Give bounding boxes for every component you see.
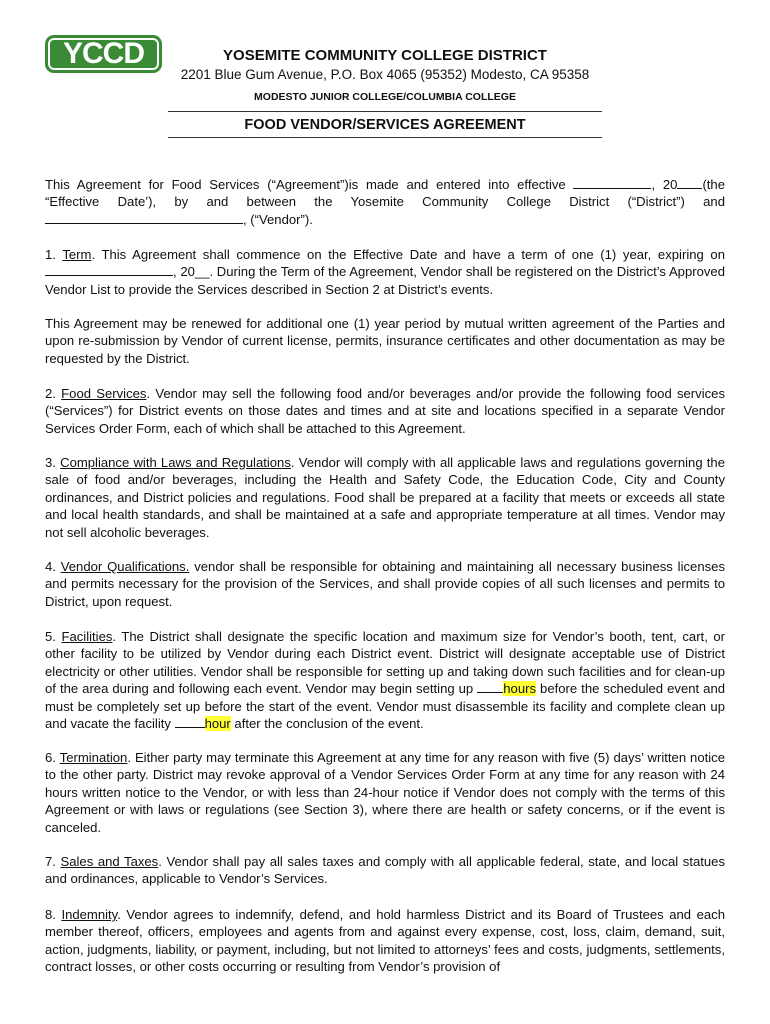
- effective-year-field[interactable]: [677, 177, 702, 189]
- section-indemnity: 8. Indemnity. Vendor agrees to indemnify, defend, and hold harmless District and its Board of Trustees and each member thereof, officers, employees and agents from and against every expense, cost, loss, claim, demand, suit, action, judgments, liability, or payment, including, but not limited to attorneys’ fees and costs, judgments, settlements, contract losses, or other costs occurring or resulting from Vendor’s provision of: [45, 907, 726, 975]
- section-vendor-qualifications: 4. Vendor Qualifications. vendor shall be responsible for obtaining and maintaining all necessary business licenses and permits necessary for the provision of the Services, and shall provide copies of all such licenses and permits to District, upon request.: [45, 559, 725, 609]
- section-termination: 6. Termination. Either party may terminate this Agreement at any time for any reason with five (5) days’ written notice to the other party. District may revoke approval of a Vendor Services Order Form at any time for any reason with 24 hours written notice to the Vendor, or with less than 24-hour notice if Vendor does not comply with the terms of this Agreement or with laws or regulations (see Section 3), where there are health or safety concerns, or if the event is canceled.: [45, 750, 725, 835]
- renewal-paragraph: This Agreement may be renewed for additional one (1) year period by mutual written agreement of the Parties and upon re-submission by Vendor of current license, permits, insurance certificates and other documentation as may be requested by the District.: [45, 316, 725, 366]
- vendor-name-field[interactable]: [45, 212, 243, 224]
- intro-paragraph: This Agreement for Food Services (“Agreement”)is made and entered into effective , 20 (the “Effective Date’), by and between the Yosemite Community College District (“District”) and , (“Vendor”).: [45, 177, 725, 227]
- section-food-services: 2. Food Services. Vendor may sell the following food and/or beverages and/or provide the following food services (“Services”) for District events on those dates and times and at site and locations specified in a separate Vendor Services Order Form, each of which shall be attached to this Agreement.: [45, 386, 725, 436]
- section-term: 1. Term. This Agreement shall commence on the Effective Date and have a term of one (1) year, expiring on , 20__. During the Term of the Agreement, Vendor shall be registered on the District’s Approved Vendor List to provide the Services described in Section 2 at District’s events.: [45, 247, 725, 297]
- hour-highlight: hour: [204, 716, 231, 732]
- effective-date-field[interactable]: [573, 177, 651, 189]
- header-rule-top: [168, 111, 602, 112]
- yccd-logo: [45, 35, 162, 73]
- compliance-heading: Compliance with Laws and Regulations: [60, 455, 291, 470]
- term-heading: Term: [62, 247, 92, 262]
- expiration-date-field[interactable]: [45, 264, 173, 276]
- section-compliance: 3. Compliance with Laws and Regulations. Vendor will comply with all applicable laws and regulations governing the sale of food and/or beverages, including the Health and Safety Code, the Education Code, City and County ordinances, and District policies and regulations. Food shall be prepared at a facility that meets or exceeds all state and local health standards, and shall be maintained at a safe and appropriate temperature at all times. Vendor may not sell alcoholic beverages.: [45, 455, 725, 540]
- food-services-heading: Food Services: [61, 386, 147, 401]
- indemnity-heading: Indemnity: [61, 907, 118, 922]
- district-address: 2201 Blue Gum Avenue, P.O. Box 4065 (95352) Modesto, CA 95358: [180, 67, 590, 82]
- setup-hours-field[interactable]: [477, 681, 503, 693]
- facilities-heading: Facilities: [61, 629, 113, 644]
- qualifications-heading: Vendor Qualifications.: [60, 559, 190, 574]
- district-name: YOSEMITE COMMUNITY COLLEGE DISTRICT: [223, 47, 547, 64]
- termination-heading: Termination: [59, 750, 128, 765]
- vacate-hour-field[interactable]: [175, 716, 205, 728]
- college-names: MODESTO JUNIOR COLLEGE/COLUMBIA COLLEGE: [254, 91, 516, 103]
- hours-highlight: hours: [503, 681, 537, 697]
- section-sales-taxes: 7. Sales and Taxes. Vendor shall pay all sales taxes and comply with all applicable federal, state, and local statues and ordinances, applicable to Vendor’s Services.: [45, 854, 725, 887]
- header-rule-bottom: [168, 137, 602, 138]
- logo-text: YCCD: [62, 37, 144, 70]
- section-facilities: 5. Facilities. The District shall designate the specific location and maximum size for Vendor’s booth, tent, cart, or other facility to be utilized by Vendor during each District event. District will designate acceptable use of District electricity or other utilities. Vendor shall be responsible for setting up and taking down such facilities and for clean-up of the area during and following each event. Vendor may begin setting up hours before the scheduled event and must be completely set up before the start of the event. Vendor must disassemble its facility and complete clean up and vacate the facility hour after the conclusion of the event.: [45, 629, 726, 732]
- sales-taxes-heading: Sales and Taxes: [60, 854, 159, 869]
- agreement-title: FOOD VENDOR/SERVICES AGREEMENT: [244, 117, 526, 133]
